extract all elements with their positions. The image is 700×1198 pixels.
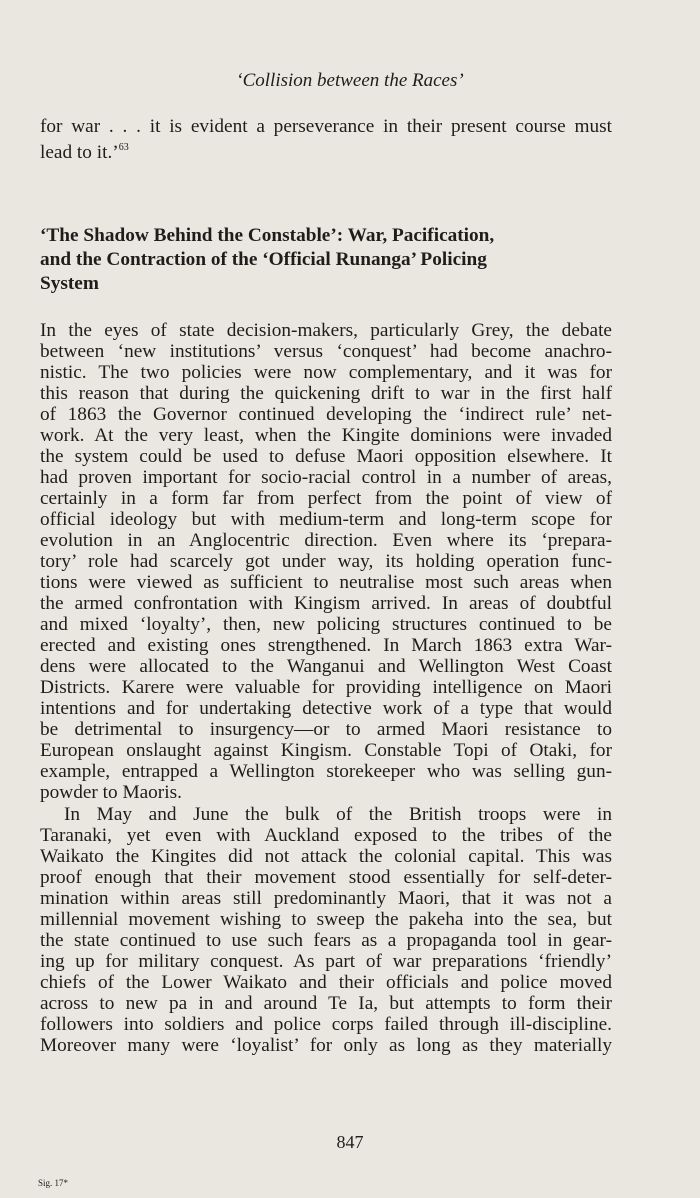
text-line: the state continued to use such fears as a propaganda tool in gear-: [40, 930, 612, 951]
text-line: tions were viewed as sufficient to neutralise most such areas when: [40, 572, 612, 593]
text-line: Moreover many were ‘loyalist’ for only as long as they materially: [40, 1035, 612, 1056]
text-line: In the eyes of state decision-makers, particularly Grey, the debate: [40, 320, 612, 341]
text-line: had proven important for socio-racial control in a number of areas,: [40, 467, 612, 488]
heading-line: ‘The Shadow Behind the Constable’: War, Pacification,: [40, 225, 495, 246]
text-line: [40, 137, 612, 163]
text-line: proof enough that their movement stood essentially for self-deter-: [40, 867, 612, 888]
footnote-reference: 63: [118, 142, 129, 153]
text-fragment: lead to it.’: [40, 142, 119, 163]
text-line: across to new pa in and around Te Ia, but attempts to form their: [40, 993, 612, 1014]
text-line: mination within areas still predominantly Maori, that it was not a: [40, 888, 612, 909]
text-line: followers into soldiers and police corps failed through ill-discipline.: [40, 1014, 612, 1035]
heading-line: and the Contraction of the ‘Official Runanga’ Policing: [40, 249, 487, 270]
text-line: tory’ role had scarcely got under way, its holding operation func-: [40, 551, 612, 572]
text-line: powder to Maoris.: [40, 782, 182, 803]
text-line: official ideology but with medium-term and long-term scope for: [40, 509, 612, 530]
text-line: example, entrapped a Wellington storekeeper who was selling gun-: [40, 761, 612, 782]
text-line: evolution in an Anglocentric direction. Even where its ‘prepara-: [40, 530, 612, 551]
text-line: In May and June the bulk of the British troops were in: [64, 804, 612, 825]
text-line: European onslaught against Kingism. Constable Topi of Otaki, for: [40, 740, 612, 761]
text-line: Waikato the Kingites did not attack the colonial capital. This was: [40, 846, 612, 867]
text-line: chiefs of the Lower Waikato and their officials and police moved: [40, 972, 612, 993]
text-line: and mixed ‘loyalty’, then, new policing structures continued to be: [40, 614, 612, 635]
text-line: erected and existing ones strengthened. In March 1863 extra War-: [40, 635, 612, 656]
text-line: of 1863 the Governor continued developing the ‘indirect rule’ net-: [40, 404, 612, 425]
page-number: 847: [336, 1132, 364, 1152]
body-text: [40, 320, 612, 803]
text-line: Taranaki, yet even with Auckland exposed to the tribes of the: [40, 825, 612, 846]
running-head: ‘Collision between the Races’: [236, 70, 464, 91]
text-line: work. At the very least, when the Kingite dominions were invaded: [40, 425, 612, 446]
text-line: between ‘new institutions’ versus ‘conquest’ had become anachro-: [40, 341, 612, 362]
body-text: [40, 804, 612, 1056]
signature-mark: Sig. 17*: [38, 1178, 69, 1188]
text-line: ing up for military conquest. As part of war preparations ‘friendly’: [40, 951, 612, 972]
text-line: nistic. The two policies were now complementary, and it was for: [40, 362, 612, 383]
text-line: this reason that during the quickening drift to war in the first half: [40, 383, 612, 404]
heading-line: System: [40, 273, 99, 294]
opening-text: [40, 116, 612, 163]
text-line: be detrimental to insurgency—or to armed Maori resistance to: [40, 719, 612, 740]
text-line: dens were allocated to the Wanganui and Wellington West Coast: [40, 656, 612, 677]
text-line: the system could be used to defuse Maori opposition elsewhere. It: [40, 446, 612, 467]
text-line: certainly in a form far from perfect from the point of view of: [40, 488, 612, 509]
text-line: for war . . . it is evident a perseverance in their present course must: [40, 116, 612, 137]
text-line: Districts. Karere were valuable for providing intelligence on Maori: [40, 677, 612, 698]
text-line: millennial movement wishing to sweep the pakeha into the sea, but: [40, 909, 612, 930]
text-line: the armed confrontation with Kingism arrived. In areas of doubtful: [40, 593, 612, 614]
text-line: intentions and for undertaking detective work of a type that would: [40, 698, 612, 719]
section-heading: [40, 224, 612, 296]
